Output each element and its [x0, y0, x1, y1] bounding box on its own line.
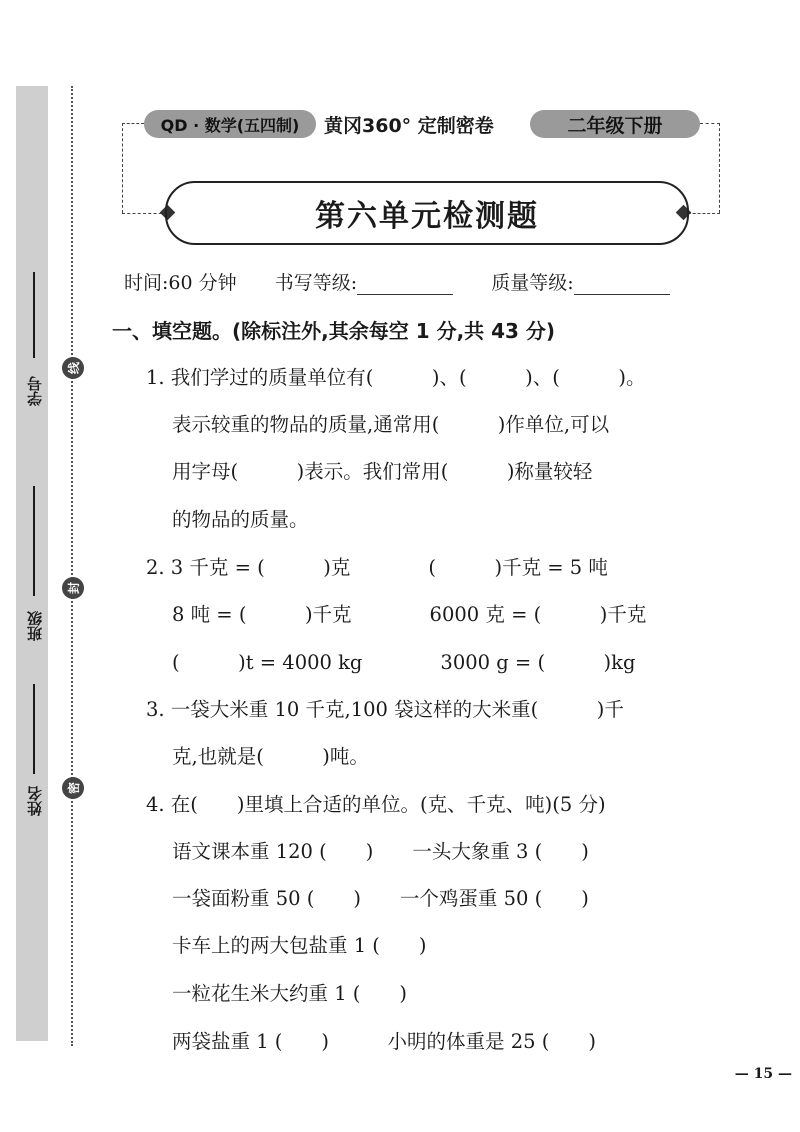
header-dash-right — [700, 123, 720, 124]
question-3-line-1: 3. 一袋大米重 10 千克,100 袋这样的大米重( )千 — [146, 698, 624, 721]
writing-grade-label: 书写等级: — [274, 272, 358, 294]
class-label: 班级 — [26, 611, 44, 641]
series-badge: QD · 数学(五四制) — [144, 110, 316, 138]
exam-time: 时间:60 分钟 — [124, 272, 237, 294]
question-2-line-3: ( )t = 4000 kg 3000 g = ( )kg — [172, 651, 636, 674]
student-id-label: 学号 — [26, 376, 44, 406]
seal-mi: 密 — [62, 777, 84, 799]
seal-xian: 线 — [62, 357, 84, 379]
question-4-line-5: 一粒花生米大约重 1 ( ) — [172, 982, 408, 1005]
page-title: 第六单元检测题 — [165, 181, 689, 245]
seal-feng: 封 — [62, 577, 84, 599]
header-dash-left-v — [122, 123, 123, 213]
quality-grade-label: 质量等级: — [491, 272, 574, 294]
question-4-line-4: 卡车上的两大包盐重 1 ( ) — [172, 934, 427, 957]
class-line — [33, 486, 35, 596]
question-1-line-3: 用字母( )表示。我们常用( )称量较轻 — [172, 460, 593, 483]
question-1-line-2: 表示较重的物品的质量,通常用( )作单位,可以 — [172, 413, 610, 436]
exam-meta — [124, 268, 670, 295]
writing-grade-blank — [357, 276, 453, 295]
brand-title: 黄冈360° 定制密卷 — [324, 115, 494, 137]
question-2-line-1: 2. 3 千克 = ( )克 ( )千克 = 5 吨 — [146, 556, 608, 579]
header-dash-left — [122, 123, 144, 124]
question-1-line-4: 的物品的质量。 — [172, 508, 309, 531]
question-4-line-3: 一袋面粉重 50 ( ) 一个鸡蛋重 50 ( ) — [172, 887, 589, 910]
page-number: — 15 — — [734, 1066, 792, 1082]
cut-line — [71, 86, 73, 1046]
binding-strip — [16, 86, 48, 1041]
name-label: 姓名 — [26, 786, 44, 816]
grade-badge: 二年级下册 — [530, 110, 700, 138]
header-dash-right-v — [719, 123, 720, 213]
student-id-line — [33, 272, 35, 358]
question-1-line-1: 1. 我们学过的质量单位有( )、( )、( )。 — [146, 366, 646, 389]
question-2-line-2: 8 吨 = ( )千克 6000 克 = ( )千克 — [172, 603, 647, 626]
question-3-line-2: 克,也就是( )吨。 — [172, 745, 369, 768]
name-line — [33, 684, 35, 774]
question-4-line-6: 两袋盐重 1 ( ) 小明的体重是 25 ( ) — [172, 1030, 596, 1053]
section-heading: 一、填空题。(除标注外,其余每空 1 分,共 43 分) — [112, 319, 556, 343]
question-4-line-2: 语文课本重 120 ( ) 一头大象重 3 ( ) — [172, 840, 589, 863]
quality-grade-blank — [574, 276, 670, 295]
question-4-line-1: 4. 在( )里填上合适的单位。(克、千克、吨)(5 分) — [146, 793, 606, 816]
